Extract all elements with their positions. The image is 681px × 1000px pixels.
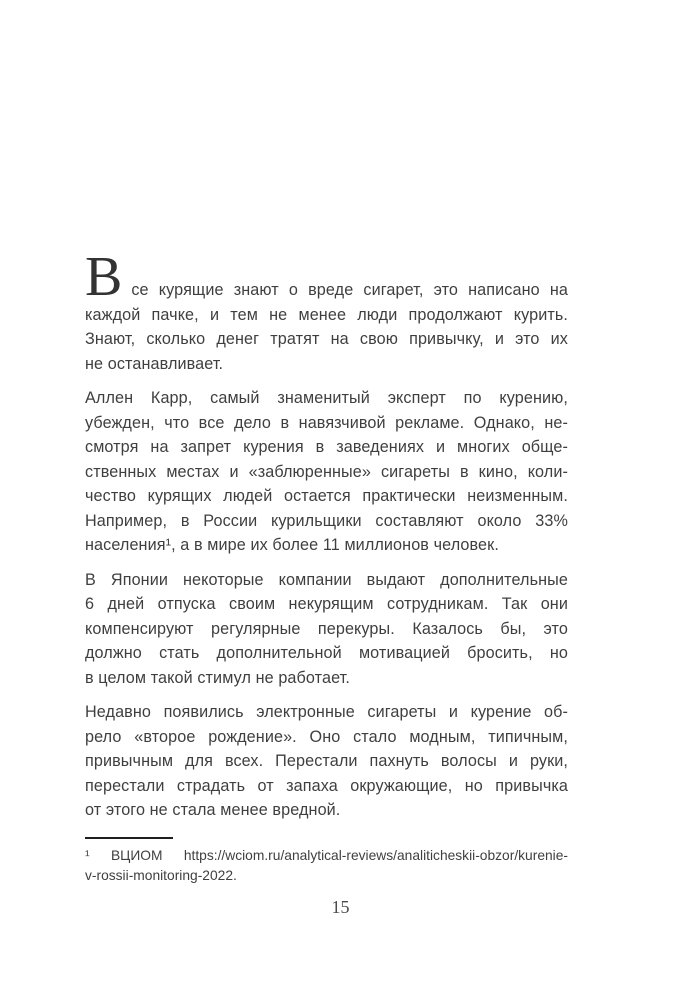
- text-line: Например, в России курильщики составляют около 33%: [85, 511, 568, 530]
- paragraph: [85, 246, 568, 376]
- paragraph: [85, 386, 568, 558]
- text-line: убежден, что все дело в навязчивой рекламе. Однако, не-: [85, 413, 568, 432]
- drop-cap-initial: В: [85, 246, 123, 308]
- text-line: ственных местах и «заблюренные» сигареты в кино, коли-: [85, 462, 568, 481]
- text-line: Все курящие знают о вреде сигарет, это написано на: [85, 246, 568, 308]
- text-line: Недавно появились электронные сигареты и курение об-: [85, 703, 568, 721]
- text-line: должно стать дополнительной мотивацией бросить, но: [85, 644, 568, 662]
- text-line: 6 дней отпуска своим некурящим сотрудникам. Так они: [85, 595, 568, 613]
- page-number: 15: [331, 897, 350, 917]
- text-line: от этого не стала менее вредной.: [85, 801, 341, 819]
- footnote-divider: [85, 837, 173, 839]
- text-line: ¹ ВЦИОМ https://wciom.ru/analytical-reviews/analiticheskii-obzor/kurenie-: [85, 847, 568, 863]
- text-block: [85, 246, 568, 886]
- text-line: В Японии некоторые компании выдают дополнительные: [85, 570, 568, 589]
- text-line: в целом такой стимул не работает.: [85, 668, 350, 687]
- text-line: привычным для всех. Перестали пахнуть волосы и руки,: [85, 752, 568, 770]
- text-line: перестали страдать от запаха окружающие, но привычка: [85, 776, 568, 795]
- text-line: Аллен Карр, самый знаменитый эксперт по курению,: [85, 389, 568, 407]
- text-line: Знают, сколько денег тратят на свою привычку, и это их: [85, 330, 568, 348]
- text-line: не останавливает.: [85, 354, 224, 373]
- paragraph: [85, 700, 568, 823]
- footnote: [85, 837, 568, 886]
- footnote-text: [85, 846, 568, 886]
- text-line: смотря на запрет курения в заведениях и многих обще-: [85, 438, 568, 456]
- text-line: чество курящих людей остается практически неизменным.: [85, 487, 568, 505]
- paragraph: [85, 568, 568, 691]
- body-paragraphs: [85, 246, 568, 823]
- text-line: рело «второе рождение». Оно стало модным, типичным,: [85, 727, 568, 746]
- text-line: компенсируют регулярные перекуры. Казалось бы, это: [85, 619, 568, 638]
- text-line: каждой пачке, и тем не менее люди продолжают курить.: [85, 305, 568, 324]
- text-line: v-rossii-monitoring-2022.: [85, 867, 237, 883]
- text-line: населения¹, а в мире их более 11 миллионов человек.: [85, 536, 499, 554]
